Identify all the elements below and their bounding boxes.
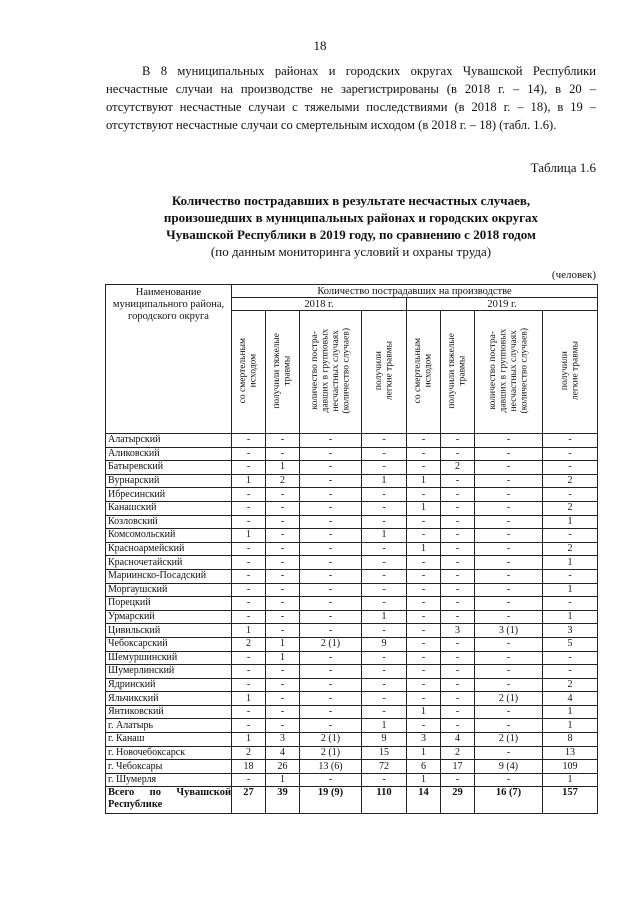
cell-value: 72	[362, 760, 407, 774]
cell-value: 5	[543, 637, 598, 651]
cell-value: 1	[266, 461, 300, 475]
cell-value: -	[441, 610, 475, 624]
district-name: Янтиковский	[106, 705, 232, 719]
cell-value: -	[543, 665, 598, 679]
cell-value: 9	[362, 733, 407, 747]
district-name: Всего по Чувашской Республике	[106, 787, 232, 814]
cell-value: -	[300, 461, 362, 475]
cell-value: -	[232, 447, 266, 461]
cell-value: -	[475, 447, 543, 461]
district-name: Аликовский	[106, 447, 232, 461]
district-name: Красноармейский	[106, 542, 232, 556]
cell-value: -	[232, 434, 266, 448]
cell-value: -	[300, 501, 362, 515]
table-row	[106, 678, 598, 692]
cell-value: 1	[232, 733, 266, 747]
col-header-fatal-2018: со смертельным исходом	[232, 311, 266, 434]
table-row	[106, 624, 598, 638]
col-header-group-2018: количество постра- давших в групповых несчастных случаях (количество случаев)	[300, 311, 362, 434]
cell-value: -	[407, 556, 441, 570]
cell-value: -	[475, 637, 543, 651]
cell-value: 13	[543, 746, 598, 760]
cell-value: -	[543, 597, 598, 611]
cell-value: -	[441, 434, 475, 448]
cell-value: -	[300, 597, 362, 611]
cell-value: -	[362, 705, 407, 719]
table-row	[106, 610, 598, 624]
cell-value: -	[232, 515, 266, 529]
district-name: г. Чебоксары	[106, 760, 232, 774]
cell-value: -	[475, 665, 543, 679]
cell-value: -	[475, 529, 543, 543]
cell-value: 1	[232, 692, 266, 706]
cell-value: -	[543, 569, 598, 583]
cell-value: -	[441, 569, 475, 583]
cell-value: -	[300, 434, 362, 448]
cell-value: 9	[362, 637, 407, 651]
cell-value: -	[300, 556, 362, 570]
col-header-group: Количество пострадавших на производстве	[232, 285, 598, 298]
cell-value: -	[362, 542, 407, 556]
cell-value: -	[407, 651, 441, 665]
cell-value: -	[441, 583, 475, 597]
district-name: Мариинско-Посадский	[106, 569, 232, 583]
table-row	[106, 773, 598, 787]
district-name: Моргаушский	[106, 583, 232, 597]
cell-value: 15	[362, 746, 407, 760]
cell-value: -	[475, 583, 543, 597]
cell-value: -	[362, 461, 407, 475]
cell-value: -	[475, 461, 543, 475]
cell-value: -	[475, 719, 543, 733]
cell-value: -	[232, 583, 266, 597]
col-header-severe-2019: получили тяжелые травмы	[441, 311, 475, 434]
cell-value: 110	[362, 787, 407, 814]
cell-value: 1	[407, 542, 441, 556]
cell-value: 4	[266, 746, 300, 760]
cell-value: 18	[232, 760, 266, 774]
table-row	[106, 705, 598, 719]
cell-value: -	[475, 515, 543, 529]
cell-value: -	[441, 692, 475, 706]
table-row	[106, 556, 598, 570]
cell-value: -	[300, 773, 362, 787]
cell-value: 1	[362, 474, 407, 488]
cell-value: -	[362, 624, 407, 638]
table-row	[106, 760, 598, 774]
cell-value: 1	[543, 719, 598, 733]
table-row	[106, 733, 598, 747]
cell-value: -	[232, 556, 266, 570]
cell-value: -	[543, 434, 598, 448]
table-row	[106, 529, 598, 543]
col-header-2019: 2019 г.	[407, 298, 598, 311]
cell-value: -	[407, 624, 441, 638]
col-header-name: Наименование муниципального района, городского округа	[106, 285, 232, 434]
cell-value: -	[441, 705, 475, 719]
table-row	[106, 447, 598, 461]
cell-value: -	[407, 597, 441, 611]
cell-value: -	[441, 773, 475, 787]
cell-value: 109	[543, 760, 598, 774]
table-row	[106, 515, 598, 529]
cell-value: -	[266, 529, 300, 543]
cell-value: -	[543, 488, 598, 502]
total-row	[106, 787, 598, 814]
cell-value: -	[475, 705, 543, 719]
cell-value: -	[407, 637, 441, 651]
cell-value: -	[475, 434, 543, 448]
cell-value: -	[300, 583, 362, 597]
cell-value: -	[407, 692, 441, 706]
cell-value: 1	[407, 705, 441, 719]
cell-value: -	[475, 746, 543, 760]
cell-value: -	[475, 597, 543, 611]
cell-value: 1	[543, 610, 598, 624]
cell-value: -	[362, 501, 407, 515]
cell-value: -	[441, 719, 475, 733]
cell-value: 39	[266, 787, 300, 814]
district-name: Яльчикский	[106, 692, 232, 706]
cell-value: -	[266, 515, 300, 529]
cell-value: -	[407, 583, 441, 597]
district-name: Шемуршинский	[106, 651, 232, 665]
cell-value: -	[362, 583, 407, 597]
cell-value: -	[362, 773, 407, 787]
cell-value: 1	[407, 474, 441, 488]
cell-value: 2 (1)	[475, 733, 543, 747]
cell-value: -	[475, 651, 543, 665]
cell-value: -	[475, 542, 543, 556]
cell-value: -	[362, 488, 407, 502]
district-name: г. Новочебоксарск	[106, 746, 232, 760]
cell-value: -	[407, 529, 441, 543]
col-header-light-2019: получили легкие травмы	[543, 311, 598, 434]
cell-value: -	[362, 665, 407, 679]
cell-value: -	[232, 719, 266, 733]
cell-value: -	[300, 624, 362, 638]
cell-value: -	[266, 569, 300, 583]
cell-value: -	[441, 678, 475, 692]
table-row	[106, 692, 598, 706]
cell-value: -	[362, 678, 407, 692]
col-header-2018: 2018 г.	[232, 298, 407, 311]
cell-value: 3	[543, 624, 598, 638]
table-title	[106, 192, 596, 260]
district-name: Козловский	[106, 515, 232, 529]
cell-value: -	[441, 447, 475, 461]
cell-value: 1	[543, 705, 598, 719]
cell-value: -	[300, 529, 362, 543]
cell-value: -	[266, 665, 300, 679]
cell-value: 1	[362, 610, 407, 624]
cell-value: -	[266, 434, 300, 448]
table-body	[106, 434, 598, 814]
cell-value: -	[407, 719, 441, 733]
cell-value: 17	[441, 760, 475, 774]
cell-value: -	[407, 665, 441, 679]
cell-value: 1	[232, 624, 266, 638]
cell-value: 16 (7)	[475, 787, 543, 814]
cell-value: -	[475, 773, 543, 787]
cell-value: -	[300, 665, 362, 679]
table-label: Таблица 1.6	[530, 160, 596, 175]
cell-value: -	[475, 474, 543, 488]
cell-value: -	[266, 447, 300, 461]
cell-value: 27	[232, 787, 266, 814]
cell-value: -	[266, 678, 300, 692]
cell-value: 14	[407, 787, 441, 814]
cell-value: -	[407, 488, 441, 502]
cell-value: 2	[543, 501, 598, 515]
cell-value: -	[266, 597, 300, 611]
cell-value: 13 (6)	[300, 760, 362, 774]
cell-value: 8	[543, 733, 598, 747]
cell-value: 19 (9)	[300, 787, 362, 814]
cell-value: -	[300, 651, 362, 665]
cell-value: -	[475, 569, 543, 583]
cell-value: 6	[407, 760, 441, 774]
cell-value: -	[475, 678, 543, 692]
table-row	[106, 542, 598, 556]
cell-value: 3	[266, 733, 300, 747]
cell-value: -	[543, 651, 598, 665]
table-row	[106, 434, 598, 448]
cell-value: -	[441, 542, 475, 556]
cell-value: -	[543, 447, 598, 461]
cell-value: 1	[362, 529, 407, 543]
cell-value: -	[441, 597, 475, 611]
cell-value: 2	[543, 474, 598, 488]
cell-value: 1	[407, 773, 441, 787]
cell-value: 4	[543, 692, 598, 706]
cell-value: 2	[232, 637, 266, 651]
cell-value: 2	[543, 542, 598, 556]
cell-value: -	[441, 515, 475, 529]
cell-value: 2	[441, 461, 475, 475]
cell-value: 2 (1)	[475, 692, 543, 706]
title-line: Чувашской Республики в 2019 году, по сравнению с 2018 годом	[166, 227, 536, 242]
cell-value: 2 (1)	[300, 637, 362, 651]
cell-value: -	[441, 665, 475, 679]
cell-value: -	[441, 501, 475, 515]
cell-value: 1	[407, 746, 441, 760]
cell-value: 2 (1)	[300, 733, 362, 747]
district-name: Шумерлинский	[106, 665, 232, 679]
cell-value: -	[266, 488, 300, 502]
cell-value: -	[232, 542, 266, 556]
cell-value: 3	[407, 733, 441, 747]
title-line: Количество пострадавших в результате несчастных случаев,	[171, 193, 531, 208]
cell-value: -	[232, 488, 266, 502]
cell-value: -	[300, 705, 362, 719]
col-header-group-2019: количество постра- давших в групповых несчастных случаях (количество случаев)	[475, 311, 543, 434]
cell-value: 1	[266, 637, 300, 651]
cell-value: -	[441, 529, 475, 543]
cell-value: 3 (1)	[475, 624, 543, 638]
district-name: Ибресинский	[106, 488, 232, 502]
cell-value: -	[543, 529, 598, 543]
cell-value: -	[441, 488, 475, 502]
injuries-table	[105, 284, 598, 814]
cell-value: -	[232, 461, 266, 475]
cell-value: -	[266, 542, 300, 556]
cell-value: -	[475, 610, 543, 624]
cell-value: -	[407, 610, 441, 624]
table-row	[106, 501, 598, 515]
district-name: г. Канаш	[106, 733, 232, 747]
table-row	[106, 637, 598, 651]
cell-value: -	[300, 488, 362, 502]
cell-value: -	[300, 610, 362, 624]
cell-value: 1	[362, 719, 407, 733]
cell-value: -	[441, 651, 475, 665]
cell-value: 1	[232, 474, 266, 488]
district-name: Батыревский	[106, 461, 232, 475]
table-row	[106, 597, 598, 611]
cell-value: 29	[441, 787, 475, 814]
cell-value: -	[475, 556, 543, 570]
page-number: 18	[313, 38, 327, 53]
title-note: (по данным мониторинга условий и охраны труда)	[210, 244, 492, 259]
district-name: Ядринский	[106, 678, 232, 692]
cell-value: -	[300, 515, 362, 529]
cell-value: -	[232, 705, 266, 719]
units-label: (человек)	[551, 269, 596, 281]
cell-value: 9 (4)	[475, 760, 543, 774]
cell-value: -	[300, 719, 362, 733]
cell-value: -	[266, 692, 300, 706]
cell-value: -	[266, 583, 300, 597]
cell-value: -	[266, 556, 300, 570]
table-row	[106, 569, 598, 583]
district-name: Алатырский	[106, 434, 232, 448]
district-name: Вурнарский	[106, 474, 232, 488]
cell-value: 157	[543, 787, 598, 814]
district-name: г. Алатырь	[106, 719, 232, 733]
cell-value: -	[300, 447, 362, 461]
cell-value: 1	[543, 556, 598, 570]
cell-value: -	[362, 692, 407, 706]
cell-value: -	[362, 447, 407, 461]
cell-value: 1	[266, 773, 300, 787]
cell-value: -	[362, 556, 407, 570]
cell-value: -	[300, 692, 362, 706]
district-name: Комсомольский	[106, 529, 232, 543]
cell-value: -	[475, 488, 543, 502]
cell-value: -	[441, 556, 475, 570]
cell-value: -	[232, 501, 266, 515]
cell-value: -	[300, 569, 362, 583]
district-name: Канашский	[106, 501, 232, 515]
cell-value: -	[232, 597, 266, 611]
cell-value: 1	[407, 501, 441, 515]
cell-value: -	[266, 610, 300, 624]
cell-value: 4	[441, 733, 475, 747]
cell-value: 1	[232, 529, 266, 543]
cell-value: 26	[266, 760, 300, 774]
cell-value: -	[266, 719, 300, 733]
district-name: Чебоксарский	[106, 637, 232, 651]
cell-value: 2	[232, 746, 266, 760]
cell-value: -	[266, 705, 300, 719]
cell-value: -	[232, 678, 266, 692]
cell-value: -	[407, 569, 441, 583]
cell-value: -	[300, 474, 362, 488]
cell-value: -	[362, 651, 407, 665]
cell-value: -	[362, 569, 407, 583]
cell-value: -	[266, 624, 300, 638]
cell-value: 1	[543, 583, 598, 597]
cell-value: -	[266, 501, 300, 515]
cell-value: -	[300, 678, 362, 692]
cell-value: -	[543, 461, 598, 475]
cell-value: -	[362, 515, 407, 529]
col-header-severe-2018: получили тяжелые травмы	[266, 311, 300, 434]
table-row	[106, 651, 598, 665]
table-row	[106, 665, 598, 679]
table-row	[106, 488, 598, 502]
cell-value: -	[362, 597, 407, 611]
cell-value: -	[300, 542, 362, 556]
cell-value: -	[441, 474, 475, 488]
cell-value: -	[232, 651, 266, 665]
cell-value: 1	[543, 773, 598, 787]
cell-value: 2	[266, 474, 300, 488]
table-row	[106, 461, 598, 475]
table-row	[106, 719, 598, 733]
district-name: Цивильский	[106, 624, 232, 638]
cell-value: -	[407, 515, 441, 529]
district-name: Порецкий	[106, 597, 232, 611]
cell-value: -	[362, 434, 407, 448]
cell-value: 1	[266, 651, 300, 665]
cell-value: -	[407, 678, 441, 692]
cell-value: -	[407, 434, 441, 448]
cell-value: -	[407, 461, 441, 475]
cell-value: 2 (1)	[300, 746, 362, 760]
intro-paragraph: В 8 муниципальных районах и городских округах Чувашской Республики несчастные случаи на производстве не зарегистрированы (в 2018 г. – 14), в 20 – отсутствуют несчастные случаи с тяжелыми последствиями (в 2018 г. – 18), в 19 – отсутствуют несчастные случаи со смертельным исходом (в 2018 г. – 18) (табл. 1.6).	[106, 64, 596, 132]
cell-value: -	[232, 569, 266, 583]
cell-value: -	[475, 501, 543, 515]
district-name: г. Шумерля	[106, 773, 232, 787]
col-header-fatal-2019: со смертельным исходом	[407, 311, 441, 434]
district-name: Урмарский	[106, 610, 232, 624]
col-header-light-2018: получили легкие травмы	[362, 311, 407, 434]
cell-value: -	[232, 773, 266, 787]
cell-value: 2	[543, 678, 598, 692]
cell-value: 2	[441, 746, 475, 760]
cell-value: -	[441, 637, 475, 651]
title-line: произошедших в муниципальных районах и городских округах	[163, 210, 539, 225]
cell-value: -	[407, 447, 441, 461]
table-row	[106, 746, 598, 760]
cell-value: -	[232, 665, 266, 679]
table-row	[106, 474, 598, 488]
district-name: Красночетайский	[106, 556, 232, 570]
cell-value: -	[232, 610, 266, 624]
table-row	[106, 583, 598, 597]
cell-value: 1	[543, 515, 598, 529]
cell-value: 3	[441, 624, 475, 638]
